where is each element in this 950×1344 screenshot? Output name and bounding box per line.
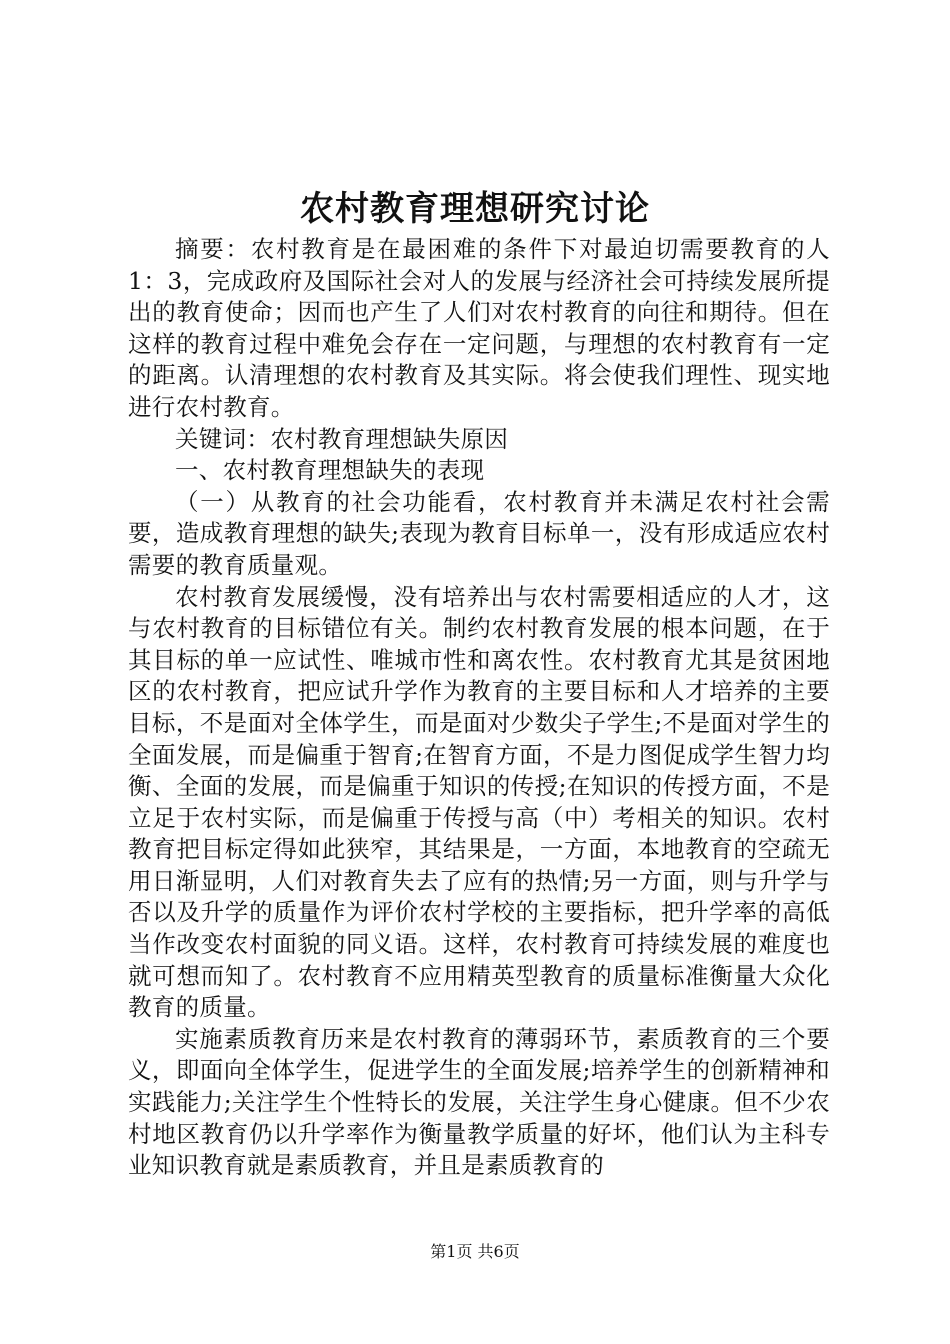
document-title: 农村教育理想研究讨论 [300,189,650,229]
keywords-paragraph: 关键词：农村教育理想缺失原因 [175,424,509,453]
page-footer: 第1页 共6页 [430,1242,520,1261]
body-paragraph: 实施素质教育历来是农村教育的薄弱环节，素质教育的三个要义，即面向全体学生，促进学生的全面发展;培养学生的创新精神和实践能力;关注学生个性特长的发展，关注学生身心健康。但不少农村地区教育仍以升学率作为衡量教学质量的好坏，他们认为主科专业知识教育就是素质教育，并且是素质教育的 [128,1024,830,1180]
abstract-paragraph: 摘要：农村教育是在最困难的条件下对最迫切需要教育的人1：3，完成政府及国际社会对人的发展与经济社会可持续发展所提出的教育使命；因而也产生了人们对农村教育的向往和期待。但在这样的教育过程中难免会存在一定问题，与理想的农村教育有一定的距离。认清理想的农村教育及其实际。将会使我们理性、现实地进行农村教育。 [128,235,830,421]
section-heading: 一、农村教育理想缺失的表现 [175,456,485,485]
document-body [128,234,830,1182]
body-paragraph: 农村教育发展缓慢，没有培养出与农村需要相适应的人才，这与农村教育的目标错位有关。制约农村教育发展的根本问题，在于其目标的单一应试性、唯城市性和离农性。农村教育尤其是贫困地区的农村教育，把应试升学作为教育的主要目标和人才培养的主要目标，不是面对全体学生，而是面对少数尖子学生;不是面对学生的全面发展，而是偏重于智育;在智育方面，不是力图促成学生智力均衡、全面的发展，而是偏重于知识的传授;在知识的传授方面，不是立足于农村实际，而是偏重于传授与高（中）考相关的知识。农村教育把目标定得如此狭窄，其结果是，一方面，本地教育的空疏无用日渐显明，人们对教育失去了应有的热情;另一方面，则与升学与否以及升学的质量作为评价农村学校的主要指标，把升学率的高低当作改变农村面貌的同义语。这样，农村教育可持续发展的难度也就可想而知了。农村教育不应用精英型教育的质量标准衡量大众化教育的质量。 [128,582,830,1022]
subsection-paragraph: （一）从教育的社会功能看，农村教育并未满足农村社会需要，造成教育理想的缺失;表现为教育目标单一，没有形成适应农村需要的教育质量观。 [128,487,830,579]
